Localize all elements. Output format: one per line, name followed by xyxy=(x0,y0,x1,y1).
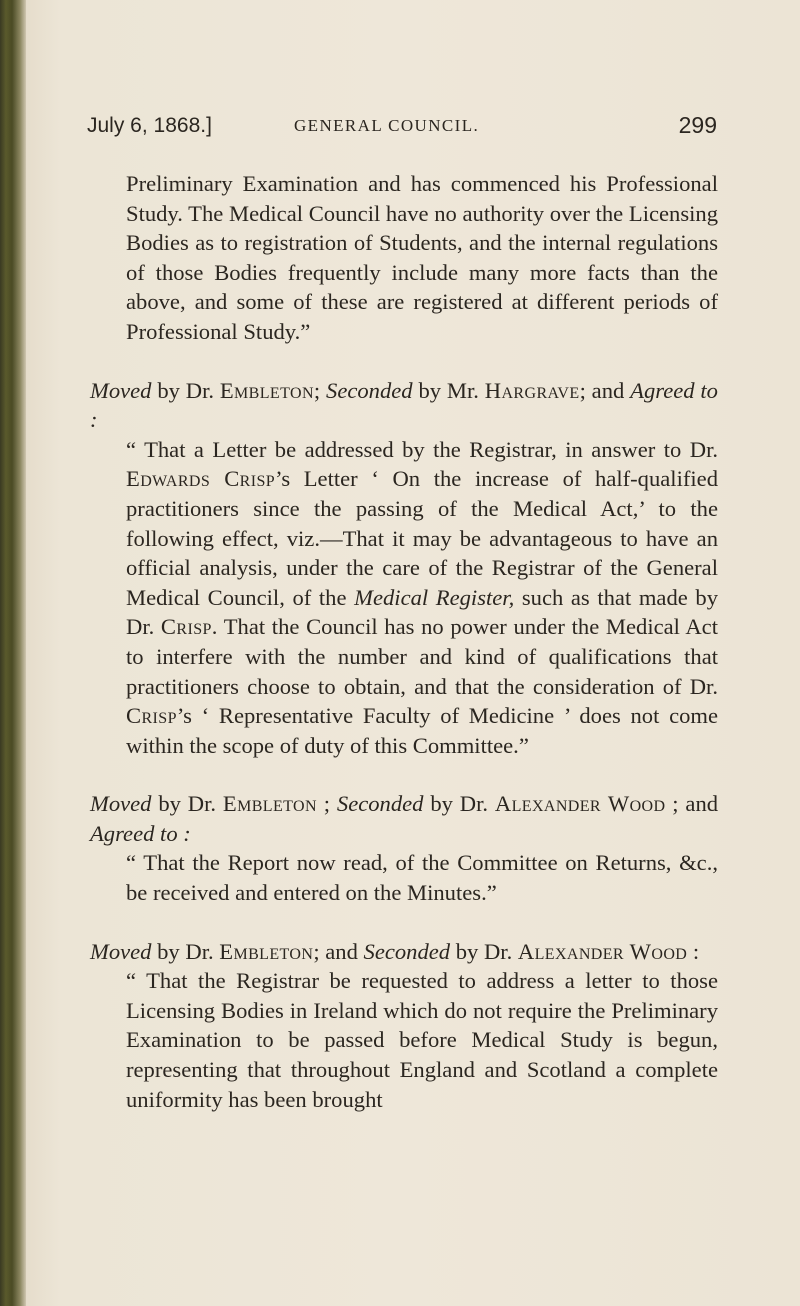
running-header xyxy=(87,114,717,144)
resolution-text: ’s Letter ‘ On the increase of half-qualified practitioners since the passing of the Medical Act,’ to the following effect, viz.—That it may be advantageous to have an official analysis, under the care of the Registrar of the General Medical Council, of the xyxy=(126,466,718,610)
page-body xyxy=(90,169,718,1114)
resolution-text: such as that made by Dr. xyxy=(126,584,718,640)
motion-2 xyxy=(90,789,718,848)
running-title: GENERAL COUNCIL. xyxy=(294,116,480,135)
person-name: Crisp xyxy=(126,703,177,729)
motion-1 xyxy=(90,376,718,435)
seconded-label: Seconded xyxy=(363,938,451,964)
page-number: 299 xyxy=(678,112,717,138)
motion-text: by Dr. xyxy=(151,377,220,403)
moved-label: Moved xyxy=(90,791,152,817)
mover-name: Embleton xyxy=(219,377,314,403)
motion-text: by Dr. xyxy=(151,938,220,964)
resolution-text: “ That a Letter be addressed by the Registrar, in answer to Dr. xyxy=(126,436,718,462)
person-name: Edwards Crisp xyxy=(126,466,276,492)
seconder-name: Alexander Wood xyxy=(517,938,688,964)
motion-text: ; xyxy=(313,377,327,403)
motion-text: by Dr. xyxy=(450,938,518,964)
motion-text: ; and xyxy=(665,791,719,817)
moved-label: Moved xyxy=(90,938,152,964)
motion-text: by Mr. xyxy=(412,377,485,403)
seconder-name: Alexander Wood xyxy=(494,791,666,817)
motion-text: by Dr. xyxy=(151,791,223,817)
paragraph-gap xyxy=(90,347,718,376)
seconded-label: Seconded xyxy=(336,791,424,817)
motion-3 xyxy=(90,937,718,967)
paragraph-preliminary: Preliminary Examination and has commenced his Professional Study. The Medical Council have no authority over the Licensing Bodies as to registration of Students, and the internal regulations of those Bodies frequently include many more facts than the above, and some of these are registered at different periods of Professional Study.” xyxy=(126,171,718,344)
resolution-1 xyxy=(90,435,718,761)
mover-name: Embleton xyxy=(222,791,317,817)
motion-text: ; xyxy=(316,791,337,817)
paragraph-gap xyxy=(90,760,718,789)
binding-gutter xyxy=(0,0,26,1306)
seconder-name: Hargrave xyxy=(484,377,580,403)
resolution-2: “ That the Report now read, of the Committee on Returns, &c., be received and entered on the Minutes.” xyxy=(126,850,718,906)
resolution-3: “ That the Registrar be requested to address a letter to those Licensing Bodies in Ireland which do not require the Preliminary Examination to be passed before Medical Study is begun, representing that throughout England and Scotland a complete uniformity has been brought xyxy=(126,968,718,1112)
agreed-label: Agreed to : xyxy=(90,377,718,433)
paragraph-gap xyxy=(90,908,718,937)
seconded-label: Seconded xyxy=(326,377,413,403)
moved-label: Moved xyxy=(90,377,152,403)
mover-name: Embleton xyxy=(219,938,314,964)
resolution-text: ’s ‘ Representative Faculty of Medicine ’ does not come within the scope of duty of this Committee.” xyxy=(126,703,718,758)
motion-text: by Dr. xyxy=(423,791,495,817)
motion-text: ; and xyxy=(579,377,631,403)
person-name: Crisp xyxy=(160,614,212,640)
agreed-label: Agreed to : xyxy=(90,820,191,846)
motion-text: ; and xyxy=(313,938,364,964)
header-date: July 6, 1868.] xyxy=(87,114,212,137)
publication-title: Medical Register, xyxy=(354,584,515,610)
motion-text: : xyxy=(687,938,700,964)
resolution-text: . That the Council has no power under the Medical Act to interfere with the number and kind of qualifications that practitioners choose to obtain, and that the consideration of Dr. xyxy=(126,614,718,699)
